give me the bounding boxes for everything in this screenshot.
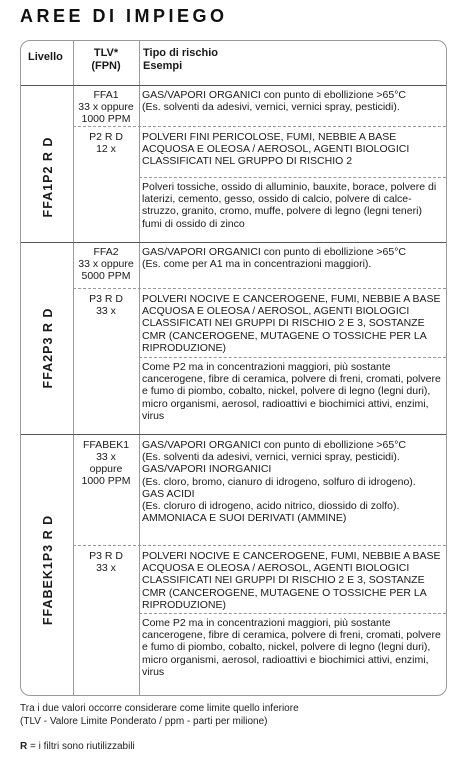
section-heading: AREE DI IMPIEGO (20, 6, 228, 26)
header-divider (21, 85, 446, 86)
tlv-cell: FFABEK1 33 x oppure 1000 PPM (81, 439, 131, 487)
risk-cell: POLVERI NOCIVE E CANCEROGENE, FUMI, NEBBIE A BASE ACQUOSA E OLEOSA / AEROSOL, AGENTI BIOLOGICI CLASSIFICATI NEI GRUPPI DI RISCHIO 2 E 3, SOSTANZE CMR (CANCEROGENE, MUTAGENE O TOSSICHE PER LA RIPRODUZIONE) (142, 293, 441, 354)
group-label-2: FFA2P3 R D (41, 307, 55, 389)
group-label-1: FFA1P2 R D (41, 136, 55, 218)
tlv-cell: P3 R D 33 x (89, 293, 123, 317)
row-divider (73, 126, 446, 127)
risk-cell: GAS/VAPORI ORGANICI con punto di ebollizione >65°C (Es. solventi da adesivi, vernici, vernici spray, pesticidi). (142, 89, 407, 114)
row-divider (139, 357, 446, 358)
usage-table (20, 40, 447, 696)
column-divider (139, 41, 140, 695)
header-tlv-line2: (FPN) (91, 59, 121, 72)
legend-text: = i filtri sono riutilizzabili (30, 741, 135, 752)
header-tlv (76, 47, 136, 72)
risk-cell: Come P2 ma in concentrazioni maggiori, più sostante cancerogene, fibre di ceramica, polvere di freni, cromati, polvere e fumo di piombo, cobalto, nickel, polvere di legno (legni duri), micro organismi, aerosol, radioattivi e biochimici attivi, enzimi, virus (142, 361, 441, 422)
tlv-cell: P3 R D 33 x (89, 550, 123, 574)
group-label-3: FFABEK1P3 R D (41, 514, 55, 626)
risk-cell: Come P2 ma in concentrazioni maggiori, più sostante cancerogene, fibre di ceramica, polvere di freni, cromati, polvere e fumo di piombo, cobalto, nickel, polvere di legno (legni duri), micro organismi, aerosol, radioattivi e biochimici attivi, enzimi, virus (142, 617, 441, 678)
legend (20, 740, 135, 753)
group-divider (21, 242, 446, 243)
footnote-line2: (TLV - Valore Limite Ponderato / ppm - parti per milione) (20, 716, 268, 727)
footnote-line1: Tra i due valori occorre considerare come limite quello inferiore (20, 703, 299, 714)
tlv-cell: FFA1 33 x oppure 1000 PPM (78, 89, 134, 125)
risk-cell: GAS/VAPORI ORGANICI con punto di ebollizione >65°C (Es. come per A1 ma in concentrazioni maggiori). (142, 246, 407, 271)
row-divider (139, 177, 446, 178)
risk-cell: GAS/VAPORI ORGANICI con punto di ebollizione >65°C (Es. solventi da adesivi, vernici, vernici spray, pesticidi). GAS/VAPORI INORGANICI (Es. cloro, bromo, cianuro di idrogeno, solfuro di idrogeno). GAS ACIDI (Es. cloruro di idrogeno, acido nitrico, diossido di zolfo). AMMONIACA E SUOI DERIVATI (AMMINE) (142, 439, 416, 525)
footnote (20, 702, 299, 728)
legend-key: R (20, 741, 28, 752)
header-livello: Livello (28, 51, 63, 63)
tlv-cell: P2 R D 12 x (89, 131, 123, 155)
risk-cell: Polveri tossiche, ossido di alluminio, bauxite, borace, polvere di laterizi, cemento, gesso, ossido di calcio, polvere di calce-struzzo, granito, cromo, muffe, polvere di legno (legni teneri) fumi di ossido di zinco (142, 181, 437, 230)
header-risk-line1: Tipo di rischio (143, 47, 218, 59)
row-divider (73, 545, 446, 546)
row-divider (139, 613, 446, 614)
column-divider (73, 41, 74, 695)
tlv-cell: FFA2 33 x oppure 5000 PPM (78, 246, 134, 282)
risk-cell: POLVERI FINI PERICOLOSE, FUMI, NEBBIE A BASE ACQUOSA E OLEOSA / AEROSOL, AGENTI BIOLOGICI CLASSIFICATI NEL GRUPPO DI RISCHIO 2 (142, 131, 410, 168)
header-risk-line2: Esempi (143, 59, 183, 72)
header-tlv-line1: TLV* (93, 47, 119, 59)
row-divider (73, 288, 446, 289)
header-risk (143, 47, 218, 72)
group-divider (21, 434, 446, 435)
risk-cell: POLVERI NOCIVE E CANCEROGENE, FUMI, NEBBIE A BASE ACQUOSA E OLEOSA / AEROSOL, AGENTI BIOLOGICI CLASSIFICATI NEI GRUPPI DI RISCHIO 2 E 3, SOSTANZE CMR (CANCEROGENE, MUTAGENE O TOSSICHE PER LA RIPRODUZIONE) (142, 550, 441, 611)
